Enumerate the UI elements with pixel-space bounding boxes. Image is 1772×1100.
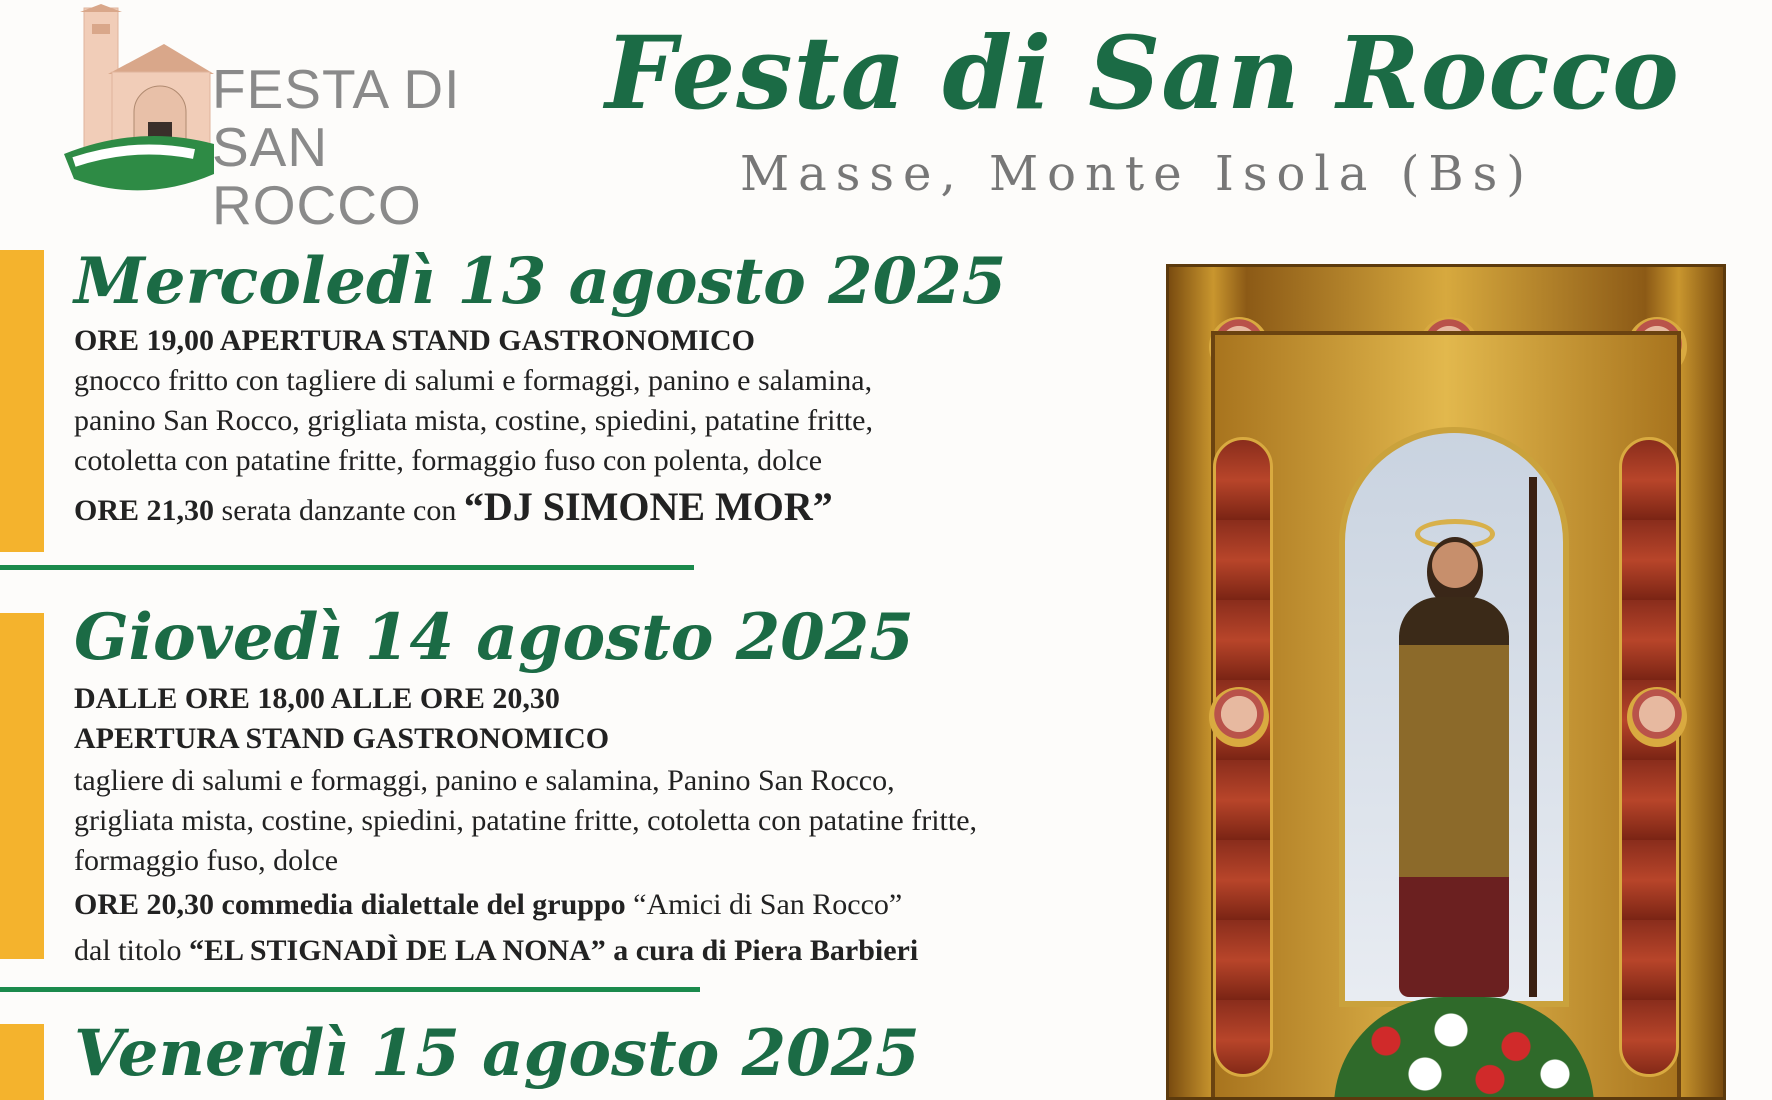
section-divider	[0, 987, 700, 992]
ornamental-panel	[1213, 437, 1273, 1077]
schedule-group: “Amici di San Rocco”	[625, 888, 903, 921]
schedule-text: serata danzante con	[214, 494, 464, 527]
schedule-line-bold: “EL STIGNADÌ DE LA NONA” a cura di Piera Barbieri	[189, 934, 919, 967]
day-accent-bar	[0, 1024, 44, 1100]
saint-rocco-statue-photo	[1166, 264, 1726, 1100]
ornamental-panel	[1619, 437, 1679, 1077]
day-heading: Mercoledì 13 agosto 2025	[74, 244, 1007, 319]
schedule-line	[74, 322, 755, 360]
schedule-line	[74, 932, 918, 970]
schedule-line: panino San Rocco, grigliata mista, costine, spiedini, patatine fritte,	[74, 404, 873, 437]
day-heading: Giovedì 14 agosto 2025	[74, 600, 914, 675]
schedule-line-bold: ORE 20,30 commedia dialettale del gruppo	[74, 888, 626, 921]
day-accent-bar	[0, 613, 44, 959]
event-performer: “DJ SIMONE MOR”	[463, 484, 833, 529]
day-accent-bar	[0, 250, 44, 552]
section-divider	[0, 565, 694, 570]
pilgrim-staff	[1529, 477, 1537, 997]
schedule-line: gnocco fritto con tagliere di salumi e formaggi, panino e salamina,	[74, 364, 873, 397]
schedule-line	[74, 680, 560, 718]
logo-line-1: FESTA DI	[212, 58, 461, 120]
cherub-ornament	[1627, 687, 1687, 747]
cherub-ornament	[1209, 687, 1269, 747]
schedule-line-bold: ORE 19,00 APERTURA STAND GASTRONOMICO	[74, 324, 755, 357]
statue-body	[1399, 597, 1509, 997]
schedule-line-bold: APERTURA STAND GASTRONOMICO	[74, 722, 610, 755]
schedule-line: tagliere di salumi e formaggi, panino e salamina, Panino San Rocco,	[74, 764, 895, 797]
schedule-text: dal titolo	[74, 934, 189, 967]
day-heading: Venerdì 15 agosto 2025	[74, 1016, 920, 1091]
page-title: Festa di San Rocco	[605, 14, 1680, 132]
page-subtitle: Masse, Monte Isola (Bs)	[740, 146, 1534, 202]
church-logo-icon	[64, 4, 214, 199]
logo-wordmark	[212, 60, 524, 234]
schedule-line: cotoletta con patatine fritte, formaggio fuso con polenta, dolce	[74, 444, 823, 477]
schedule-line: formaggio fuso, dolce	[74, 844, 339, 877]
festival-logo	[64, 4, 524, 236]
schedule-line	[74, 886, 902, 924]
schedule-line: grigliata mista, costine, spiedini, patatine fritte, cotoletta con patatine fritte,	[74, 804, 978, 837]
schedule-time: ORE 21,30	[74, 494, 215, 527]
schedule-line-bold: DALLE ORE 18,00 ALLE ORE 20,30	[74, 682, 560, 715]
schedule-line	[74, 720, 609, 758]
schedule-line	[74, 484, 833, 530]
logo-line-2: SAN ROCCO	[212, 116, 422, 236]
